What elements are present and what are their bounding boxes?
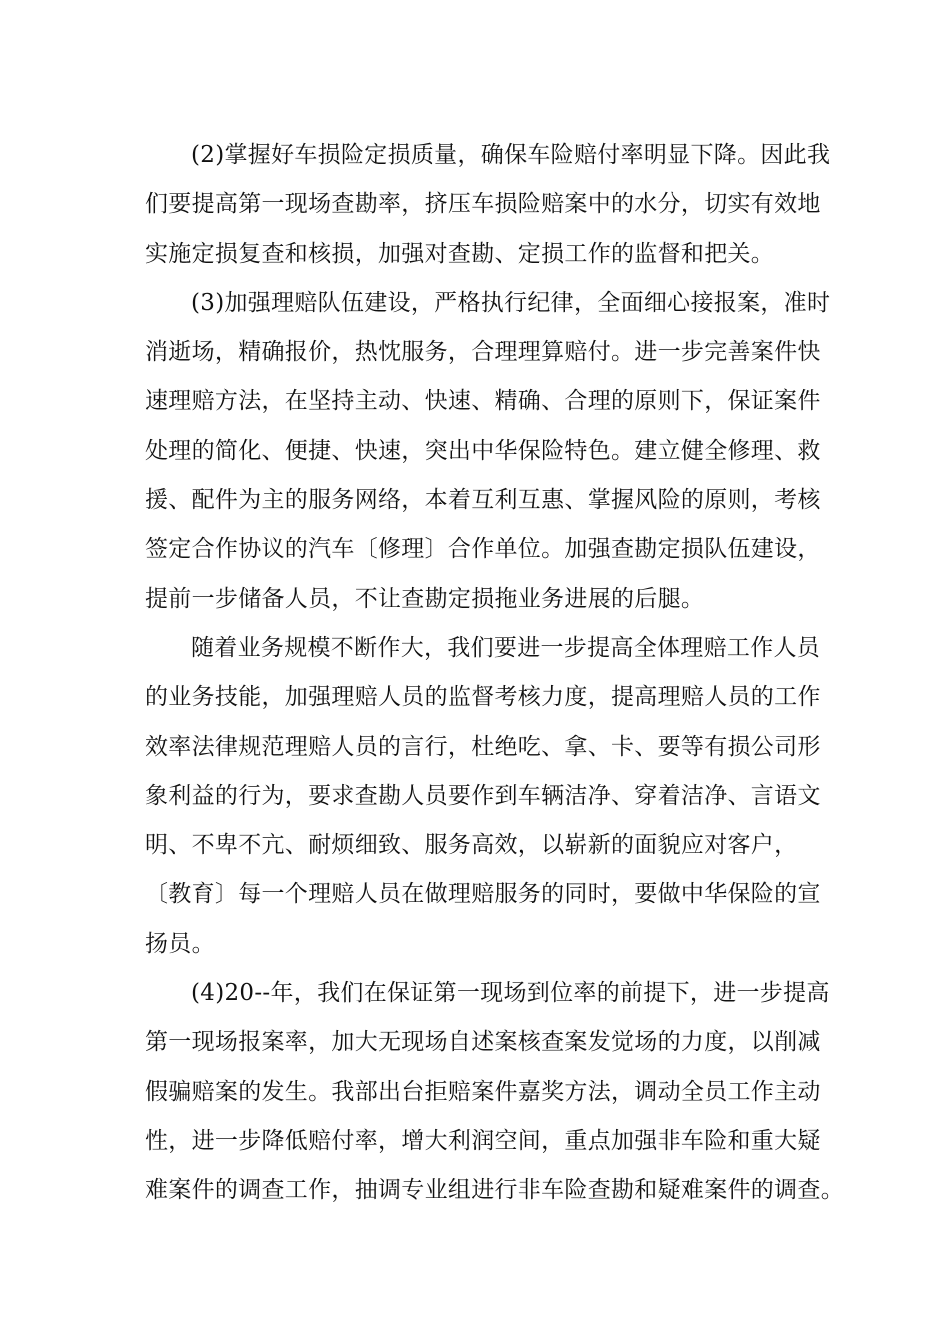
text-line: 们要提高第一现场查勘率，挤压车损险赔案中的水分，切实有效地 <box>145 191 821 218</box>
text-line: 第一现场报案率，加大无现场自述案核查案发觉场的力度，以削减 <box>145 1029 821 1056</box>
text-line: 处理的简化、便捷、快速，突出中华保险特色。建立健全修理、救 <box>145 437 821 464</box>
text-line: 性，进一步降低赔付率，增大利润空间，重点加强非车险和重大疑 <box>145 1127 821 1154</box>
text-line: (3)加强理赔队伍建设，严格执行纪律，全面细心接报案，准时 <box>191 289 831 316</box>
text-line: 难案件的调查工作，抽调专业组进行非车险查勘和疑难案件的调查。 <box>145 1177 844 1204</box>
paragraph-business-scale <box>145 624 821 969</box>
text-line: 速理赔方法，在坚持主动、快速、精确、合理的原则下，保证案件 <box>145 388 821 415</box>
text-line: (4)20--年，我们在保证第一现场到位率的前提下，进一步提高 <box>191 980 830 1007</box>
text-line: 实施定损复查和核损，加强对查勘、定损工作的监督和把关。 <box>145 240 775 267</box>
text-line: 明、不卑不亢、耐烦细致、服务高效，以崭新的面貌应对客户， <box>145 832 798 859</box>
paragraph-2 <box>145 131 831 279</box>
text-line: 援、配件为主的服务网络，本着互利互惠、掌握风险的原则，考核 <box>145 487 821 514</box>
paragraph-4 <box>145 969 844 1215</box>
text-line: 扬员。 <box>145 930 215 957</box>
document-body <box>145 131 844 1216</box>
text-line: 消逝场，精确报价，热忱服务，合理理算赔付。进一步完善案件快 <box>145 339 821 366</box>
text-line: 假骗赔案的发生。我部出台拒赔案件嘉奖方法，调动全员工作主动 <box>145 1078 821 1105</box>
text-line: 象利益的行为，要求查勘人员要作到车辆洁净、穿着洁净、言语文 <box>145 782 821 809</box>
text-line: 随着业务规模不断作大，我们要进一步提高全体理赔工作人员 <box>191 634 821 661</box>
text-line: 签定合作协议的汽车〔修理〕合作单位。加强查勘定损队伍建设， <box>145 536 821 563</box>
text-line: 提前一步储备人员，不让查勘定损拖业务进展的后腿。 <box>145 585 705 612</box>
paragraph-3 <box>145 279 831 624</box>
text-line: 〔教育〕每一个理赔人员在做理赔服务的同时，要做中华保险的宣 <box>145 881 821 908</box>
text-line: (2)掌握好车损险定损质量，确保车险赔付率明显下降。因此我 <box>191 142 831 168</box>
text-line: 的业务技能，加强理赔人员的监督考核力度，提高理赔人员的工作 <box>145 684 821 711</box>
text-line: 效率法律规范理赔人员的言行，杜绝吃、拿、卡、要等有损公司形 <box>145 733 821 760</box>
